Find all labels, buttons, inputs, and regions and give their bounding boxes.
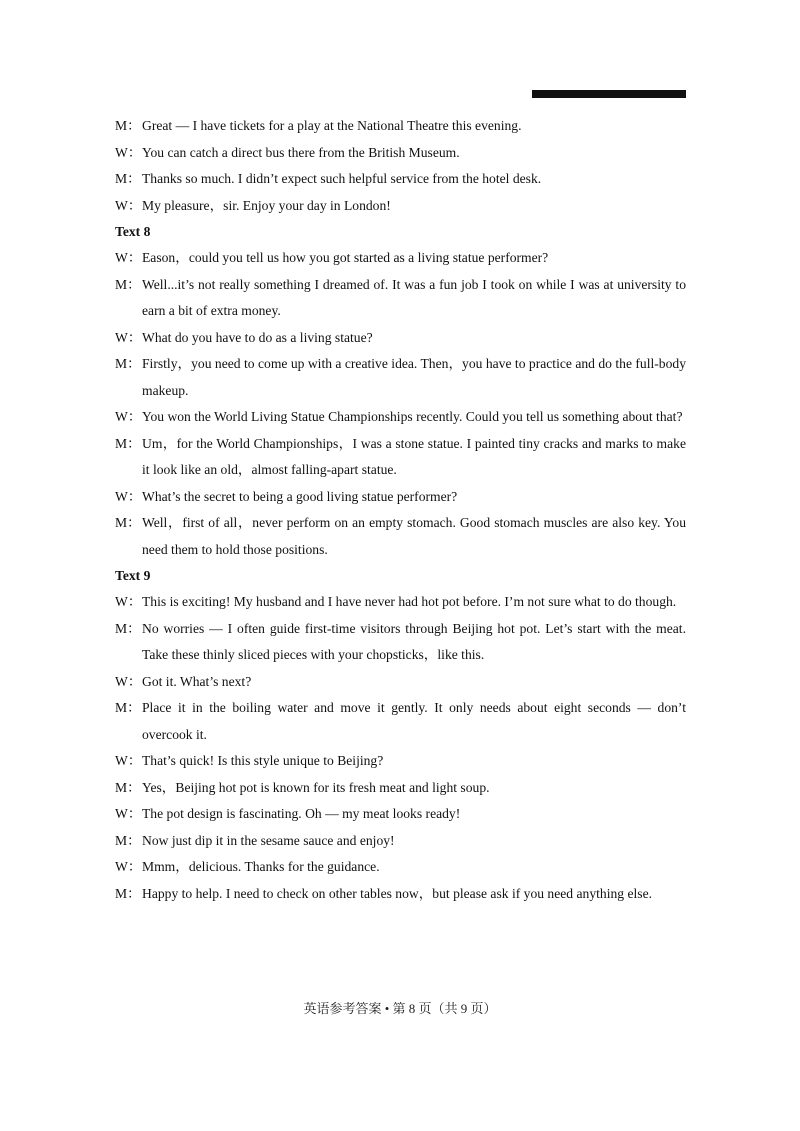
dialogue-text: What do you have to do as a living statue? bbox=[142, 329, 373, 345]
dialogue-text: Um，for the World Championships，I was a stone statue. I painted tiny cracks and marks to make it look like an old，almost falling-apart statue. bbox=[142, 435, 686, 477]
speaker-label: W： bbox=[115, 197, 142, 213]
speaker-label: M： bbox=[115, 700, 141, 715]
speaker-label: M： bbox=[115, 515, 141, 530]
dialogue-line bbox=[115, 748, 686, 775]
dialogue-text: Well...it’s not really something I dreamed of. It was a fun job I took on while I was at university to earn a bit of extra money. bbox=[142, 276, 686, 318]
speaker-label: M： bbox=[115, 356, 141, 371]
speaker-label: W： bbox=[115, 753, 142, 768]
dialogue-line bbox=[115, 484, 686, 511]
speaker-label: W： bbox=[115, 859, 142, 874]
section-text-7-continued bbox=[115, 113, 686, 219]
dialogue-line bbox=[115, 801, 686, 828]
dialogue-text: What’s the secret to being a good living statue performer? bbox=[142, 488, 458, 504]
dialogue-text: Great — I have tickets for a play at the National Theatre this evening. bbox=[142, 118, 522, 133]
dialogue-text: Firstly，you need to come up with a creative idea. Then，you have to practice and do the full-body makeup. bbox=[142, 356, 686, 398]
speaker-label: M： bbox=[115, 832, 141, 848]
dialogue-text: Yes，Beijing hot pot is known for its fresh meat and light soup. bbox=[142, 779, 490, 795]
speaker-label: W： bbox=[115, 806, 142, 821]
dialogue-text: Well，first of all，never perform on an empty stomach. Good stomach muscles are also key. You need them to hold those positions. bbox=[142, 515, 686, 557]
dialogue-line bbox=[115, 245, 686, 272]
section-text-8 bbox=[115, 219, 686, 563]
dialogue-line bbox=[115, 881, 686, 908]
dialogue-line bbox=[115, 695, 686, 748]
dialogue-text: Happy to help. I need to check on other tables now，but please ask if you need anything else. bbox=[142, 885, 652, 901]
dialogue-text: Eason，could you tell us how you got started as a living statue performer? bbox=[142, 250, 549, 265]
speaker-label: W： bbox=[115, 409, 142, 424]
section-heading: Text 8 bbox=[115, 224, 151, 239]
dialogue-line bbox=[115, 325, 686, 352]
dialogue-text: Place it in the boiling water and move it gently. It only needs about eight seconds — don’t overcook it. bbox=[142, 700, 686, 742]
speaker-label: W： bbox=[115, 488, 142, 504]
transcript-body bbox=[115, 113, 686, 907]
dialogue-text: My pleasure，sir. Enjoy your day in London! bbox=[142, 197, 391, 213]
dialogue-text: Got it. What’s next? bbox=[142, 673, 252, 689]
dialogue-line bbox=[115, 193, 686, 220]
dialogue-line bbox=[115, 166, 686, 193]
speaker-label: W： bbox=[115, 144, 142, 160]
speaker-label: W： bbox=[115, 250, 142, 265]
dialogue-line bbox=[115, 404, 686, 431]
section-text-9 bbox=[115, 563, 686, 907]
speaker-label: M： bbox=[115, 885, 141, 901]
dialogue-line bbox=[115, 854, 686, 881]
speaker-label: M： bbox=[115, 435, 141, 451]
speaker-label: M： bbox=[115, 118, 141, 133]
dialogue-line bbox=[115, 140, 686, 167]
page-footer: 英语参考答案 • 第 8 页（共 9 页） bbox=[303, 1001, 497, 1016]
dialogue-text: Thanks so much. I didn’t expect such helpful service from the hotel desk. bbox=[142, 171, 542, 186]
dialogue-text: Mmm，delicious. Thanks for the guidance. bbox=[142, 859, 380, 874]
speaker-label: M： bbox=[115, 171, 141, 186]
dialogue-line bbox=[115, 272, 686, 325]
dialogue-text: No worries — I often guide first-time visitors through Beijing hot pot. Let’s start with the meat. Take these thinly sliced pieces with your chopsticks，like this. bbox=[142, 620, 686, 662]
dialogue-line bbox=[115, 775, 686, 802]
dialogue-text: This is exciting! My husband and I have never had hot pot before. I’m not sure what to do though. bbox=[142, 594, 677, 609]
dialogue-text: That’s quick! Is this style unique to Beijing? bbox=[142, 753, 384, 768]
dialogue-text: You can catch a direct bus there from the British Museum. bbox=[142, 144, 460, 160]
speaker-label: M： bbox=[115, 620, 141, 636]
dialogue-text: You won the World Living Statue Championships recently. Could you tell us something about that? bbox=[142, 409, 683, 424]
dialogue-line bbox=[115, 431, 686, 484]
dialogue-line bbox=[115, 351, 686, 404]
dialogue-line bbox=[115, 616, 686, 669]
speaker-label: W： bbox=[115, 329, 142, 345]
speaker-label: M： bbox=[115, 276, 141, 292]
speaker-label: W： bbox=[115, 594, 142, 609]
dialogue-text: Now just dip it in the sesame sauce and enjoy! bbox=[142, 832, 395, 848]
dialogue-text: The pot design is fascinating. Oh — my meat looks ready! bbox=[142, 806, 461, 821]
section-heading: Text 9 bbox=[115, 568, 151, 583]
dialogue-line bbox=[115, 828, 686, 855]
header-redaction-bar bbox=[532, 90, 686, 98]
speaker-label: M： bbox=[115, 779, 141, 795]
speaker-label: W： bbox=[115, 673, 142, 689]
dialogue-line bbox=[115, 669, 686, 696]
dialogue-line bbox=[115, 113, 686, 140]
dialogue-line bbox=[115, 510, 686, 563]
dialogue-line bbox=[115, 589, 686, 616]
